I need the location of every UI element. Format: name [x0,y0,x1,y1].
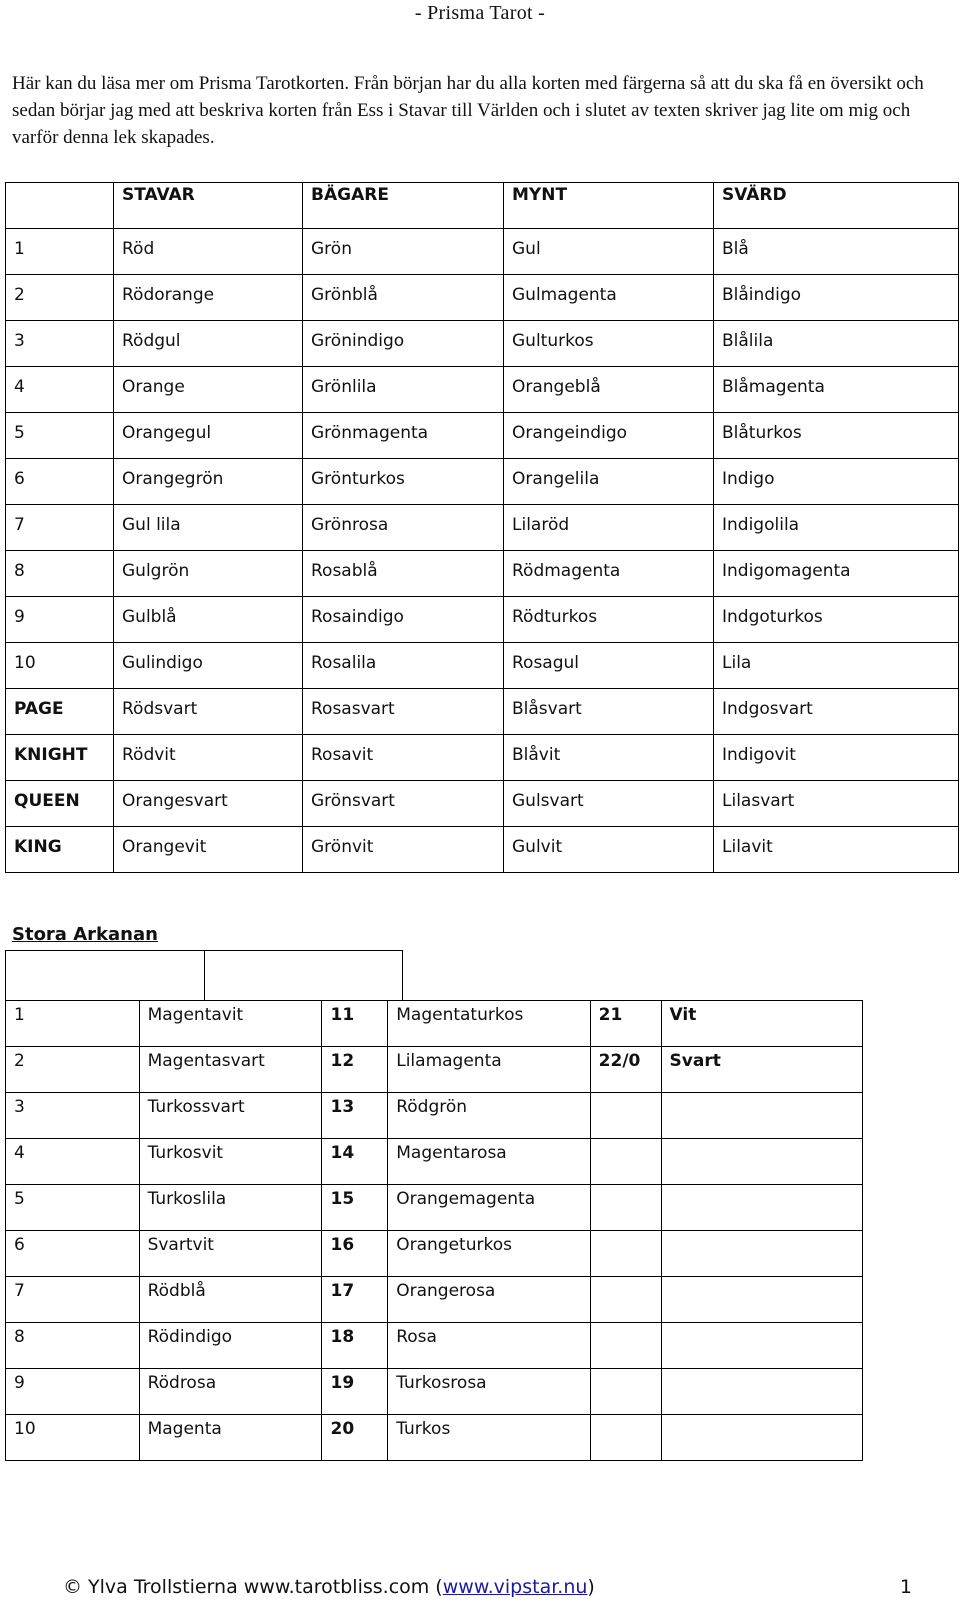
card-color: Magentavit [139,1001,322,1047]
card-color: Magentasvart [139,1047,322,1093]
card-color: Gulblå [114,597,303,643]
card-number: 12 [322,1047,388,1093]
card-color: Indigomagenta [714,551,959,597]
column-header: MYNT [504,183,714,229]
card-color: Rödgul [114,321,303,367]
table-row [6,1277,863,1323]
card-number: 4 [6,1139,140,1185]
table-row [6,1093,863,1139]
card-number: 18 [322,1323,388,1369]
card-color: Orange [114,367,303,413]
card-number: 5 [6,1185,140,1231]
card-number: 15 [322,1185,388,1231]
table-row [6,735,959,781]
card-number [590,1369,661,1415]
card-color: Magentarosa [388,1139,590,1185]
card-number: 3 [6,1093,140,1139]
card-rank: 8 [6,551,114,597]
footer-suffix: ) [587,1576,595,1598]
major-arcana-table [5,1000,863,1461]
card-color: Gul [504,229,714,275]
card-color: Rosaindigo [303,597,504,643]
card-rank: 5 [6,413,114,459]
card-color: Grönvit [303,827,504,873]
card-rank: 1 [6,229,114,275]
card-color [661,1231,862,1277]
table-row [6,1415,863,1461]
card-color: Turkosvit [139,1139,322,1185]
card-rank: 2 [6,275,114,321]
card-color: Lilamagenta [388,1047,590,1093]
card-color: Lilaröd [504,505,714,551]
footer-link[interactable]: www.vipstar.nu [442,1576,588,1598]
card-color: Lilasvart [714,781,959,827]
card-color: Indigo [714,459,959,505]
card-color: Rosasvart [303,689,504,735]
table-row [6,413,959,459]
card-color: Orangeturkos [388,1231,590,1277]
card-color [661,1369,862,1415]
table-row [6,781,959,827]
card-color: Rosa [388,1323,590,1369]
card-color: Grönlila [303,367,504,413]
card-color: Blåindigo [714,275,959,321]
card-color: Lilavit [714,827,959,873]
column-header: STAVAR [114,183,303,229]
card-color [661,1093,862,1139]
card-number [590,1185,661,1231]
card-color: Turkos [388,1415,590,1461]
card-rank: 3 [6,321,114,367]
card-color: Rosablå [303,551,504,597]
card-color: Indigovit [714,735,959,781]
card-color: Orangevit [114,827,303,873]
table-row [6,229,959,275]
table-row [6,827,959,873]
card-color: Turkossvart [139,1093,322,1139]
card-color: Orangemagenta [388,1185,590,1231]
empty-header-row [6,951,403,1001]
card-number [590,1277,661,1323]
card-color [661,1277,862,1323]
card-rank: KING [6,827,114,873]
card-number: 17 [322,1277,388,1323]
card-color: Turkosrosa [388,1369,590,1415]
card-color: Röd [114,229,303,275]
card-number [590,1323,661,1369]
column-header: SVÄRD [714,183,959,229]
card-color: Orangesvart [114,781,303,827]
card-color: Magenta [139,1415,322,1461]
table-header-row [6,183,959,229]
table-row [6,1231,863,1277]
card-rank: 9 [6,597,114,643]
card-rank: 4 [6,367,114,413]
card-number: 20 [322,1415,388,1461]
card-color: Orangeblå [504,367,714,413]
card-color: Grönturkos [303,459,504,505]
table-row [6,321,959,367]
card-color: Indigolila [714,505,959,551]
card-color: Rosagul [504,643,714,689]
table-row [6,275,959,321]
card-color [661,1185,862,1231]
footer [63,1576,913,1598]
card-color: Grönsvart [303,781,504,827]
table-row [6,1369,863,1415]
card-color: Gulindigo [114,643,303,689]
table-row [6,1047,863,1093]
card-number: 9 [6,1369,140,1415]
card-color: Gulturkos [504,321,714,367]
card-color: Magentaturkos [388,1001,590,1047]
table-row [6,597,959,643]
card-color: Orangegrön [114,459,303,505]
card-number: 1 [6,1001,140,1047]
table-row [6,1001,863,1047]
card-number: 21 [590,1001,661,1047]
card-color: Blåsvart [504,689,714,735]
major-arcana-header-cells [5,950,403,1001]
card-color: Gul lila [114,505,303,551]
card-color: Grönrosa [303,505,504,551]
column-header [6,183,114,229]
card-number: 10 [6,1415,140,1461]
card-color: Orangelila [504,459,714,505]
document-title: - Prisma Tarot - [414,2,546,24]
card-rank: PAGE [6,689,114,735]
card-number [590,1139,661,1185]
card-color: Grön [303,229,504,275]
card-color: Svart [661,1047,862,1093]
card-number: 8 [6,1323,140,1369]
table-row [6,505,959,551]
card-color: Grönblå [303,275,504,321]
card-color: Orangeindigo [504,413,714,459]
footer-copyright: © Ylva Trollstierna www.tarotbliss.com ( [63,1576,443,1598]
intro-paragraph: Här kan du läsa mer om Prisma Tarotkorten. Från början har du alla korten med färgerna så att du ska få en översikt och sedan börjar jag med att beskriva korten från Ess i Stavar till Världen och i slutet av texten skriver jag lite om mig och varför denna lek skapades. [12,73,924,148]
card-color: Rödindigo [139,1323,322,1369]
card-color: Rödrosa [139,1369,322,1415]
card-number: 22/0 [590,1047,661,1093]
card-color: Blåturkos [714,413,959,459]
card-color: Rödgrön [388,1093,590,1139]
table-row [6,367,959,413]
card-color: Indgosvart [714,689,959,735]
card-number: 6 [6,1231,140,1277]
card-color: Gulgrön [114,551,303,597]
card-color: Gulvit [504,827,714,873]
card-number: 2 [6,1047,140,1093]
card-color: Blåmagenta [714,367,959,413]
card-number [590,1093,661,1139]
card-color: Grönindigo [303,321,504,367]
card-color: Gulsvart [504,781,714,827]
card-number: 16 [322,1231,388,1277]
table-row [6,643,959,689]
card-rank: 10 [6,643,114,689]
card-color: Blålila [714,321,959,367]
card-color: Rödorange [114,275,303,321]
card-color: Svartvit [139,1231,322,1277]
card-color: Grönmagenta [303,413,504,459]
table-row [6,689,959,735]
card-color [661,1415,862,1461]
page-number: 1 [899,1576,912,1598]
table-row [6,1139,863,1185]
card-color: Blåvit [504,735,714,781]
table-row [6,1323,863,1369]
card-number [590,1231,661,1277]
table-row [6,551,959,597]
card-color: Rosavit [303,735,504,781]
card-rank: KNIGHT [6,735,114,781]
card-color: Orangerosa [388,1277,590,1323]
card-color: Rödvit [114,735,303,781]
card-number: 19 [322,1369,388,1415]
table-row [6,1185,863,1231]
card-number: 13 [322,1093,388,1139]
card-number [590,1415,661,1461]
card-color: Gulmagenta [504,275,714,321]
suits-color-table [5,182,959,873]
empty-header-cell [204,951,403,1001]
card-color: Rödblå [139,1277,322,1323]
column-header: BÄGARE [303,183,504,229]
card-rank: QUEEN [6,781,114,827]
card-number: 11 [322,1001,388,1047]
card-rank: 7 [6,505,114,551]
card-color: Rödsvart [114,689,303,735]
table-row [6,459,959,505]
card-color: Indgoturkos [714,597,959,643]
card-color: Blå [714,229,959,275]
card-color: Rosalila [303,643,504,689]
major-arcana-heading: Stora Arkanan [12,924,158,945]
card-color [661,1139,862,1185]
empty-header-cell [6,951,205,1001]
card-color: Lila [714,643,959,689]
card-color: Orangegul [114,413,303,459]
card-number: 14 [322,1139,388,1185]
card-rank: 6 [6,459,114,505]
card-number: 7 [6,1277,140,1323]
card-color: Rödmagenta [504,551,714,597]
card-color: Vit [661,1001,862,1047]
card-color [661,1323,862,1369]
card-color: Rödturkos [504,597,714,643]
card-color: Turkoslila [139,1185,322,1231]
